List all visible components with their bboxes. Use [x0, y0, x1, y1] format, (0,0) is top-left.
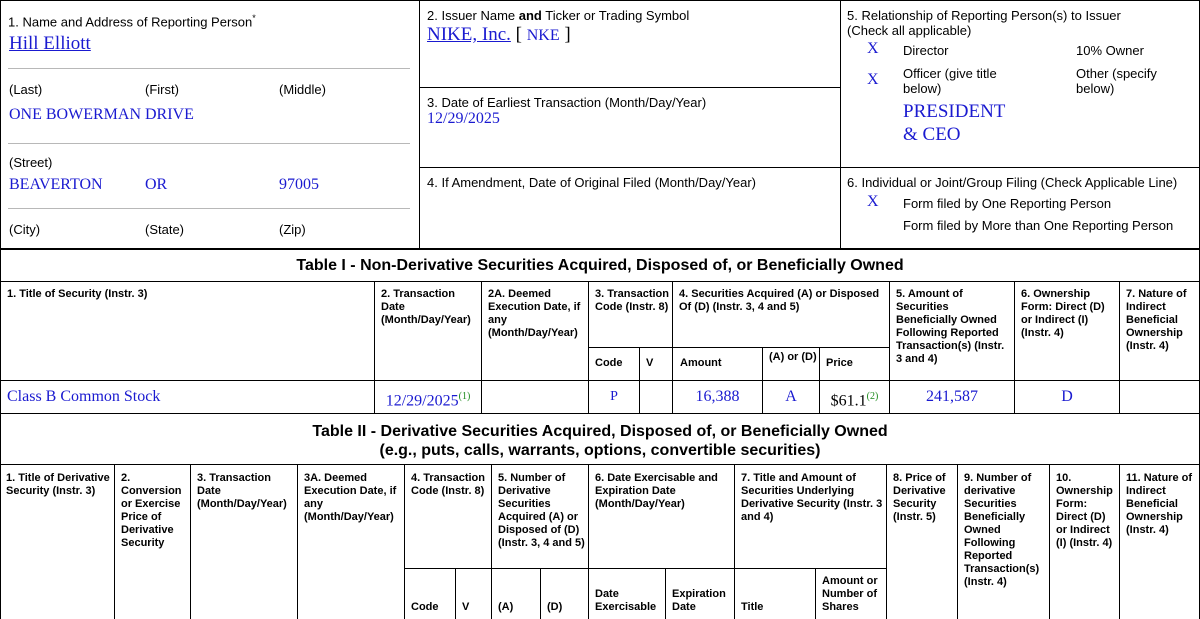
t2-v7b	[815, 568, 816, 619]
state-value: OR	[145, 176, 168, 193]
t2-v6b	[665, 568, 666, 619]
t2-header-ownership-form: 10. Ownership Form: Direct (D) or Indirect (I) (Instr. 4)	[1056, 472, 1113, 549]
t1-header-nature: 7. Nature of Indirect Beneficial Ownership (Instr. 4)	[1126, 288, 1187, 352]
t1-header-code: 3. Transaction Code (Instr. 8)	[595, 288, 669, 313]
t2-sub-amount: Amount or Number of Shares	[822, 575, 878, 613]
t1-v7	[1119, 281, 1120, 414]
box1-label: 1. Name and Address of Reporting Person	[8, 14, 253, 30]
t2-header-underlying: 7. Title and Amount of Securities Underlying Derivative Security (Instr. 3 and 4)	[741, 472, 883, 523]
t2-header-nature: 11. Nature of Indirect Beneficial Ownership (Instr. 4)	[1126, 472, 1193, 536]
box2-label-bold: and	[518, 8, 542, 23]
t2-v7	[734, 464, 735, 619]
table2-title: Table II - Derivative Securities Acquired, Disposed of, or Beneficially Owned	[312, 423, 888, 440]
street-label: (Street)	[9, 155, 53, 170]
divider-2-5	[840, 0, 841, 248]
t2-v5b	[540, 568, 541, 619]
t2-v8	[886, 464, 887, 619]
table1-title: Table I - Non-Derivative Securities Acquired, Disposed of, or Beneficially Owned	[296, 257, 904, 274]
t2-sub-v: V	[462, 601, 470, 613]
officer-title-2: & CEO	[903, 124, 961, 145]
box4-label: 4. If Amendment, Date of Original Filed (Month/Day/Year)	[427, 175, 757, 190]
t1-header-deemed: 2A. Deemed Execution Date, if any (Month/Day/Year)	[488, 288, 581, 339]
t2-header-exercisable: 6. Date Exercisable and Expiration Date (Month/Day/Year)	[595, 472, 718, 510]
t1-row-date-footnote[interactable]: (1)	[458, 391, 471, 402]
street-rule	[8, 143, 410, 144]
t2-header-owned: 9. Number of derivative Securities Beneficially Owned Following Reported Transaction(s) (Instr. 4)	[964, 472, 1040, 588]
table1-header-rule	[0, 281, 1200, 282]
divider-3-4	[419, 167, 1200, 168]
divider-2-3	[419, 87, 841, 88]
ticker-close-bracket: ]	[564, 24, 571, 45]
reporting-person-name-link[interactable]: Hill Elliott	[9, 33, 91, 54]
director-check: X	[867, 40, 879, 57]
first-label: (First)	[145, 82, 179, 97]
box5-label1: 5. Relationship of Reporting Person(s) to Issuer	[847, 8, 1121, 23]
t2-header-number: 5. Number of Derivative Securities Acquired (A) or Disposed of (D) (Instr. 3, 4 and 5)	[498, 472, 585, 549]
box3-label: 3. Date of Earliest Transaction (Month/Day/Year)	[427, 95, 707, 110]
ten-percent-label: 10% Owner	[1076, 43, 1144, 58]
officer-check: X	[867, 71, 879, 88]
t2-header-price: 8. Price of Derivative Security (Instr. 5)	[893, 472, 946, 523]
t2-v5	[491, 464, 492, 619]
t1-sub-price: Price	[826, 357, 853, 369]
t2-header-date: 3. Transaction Date (Month/Day/Year)	[197, 472, 287, 510]
t1-row-date: 12/29/2025	[385, 392, 459, 410]
one-person-label: Form filed by One Reporting Person	[903, 196, 1112, 211]
t1-row-aord: A	[785, 388, 797, 405]
t1-sub-rule	[589, 347, 889, 348]
box2-label-post: Ticker or Trading Symbol	[541, 8, 690, 23]
t2-v1	[114, 464, 115, 619]
zip-label: (Zip)	[279, 222, 306, 237]
t2-v11	[1119, 464, 1120, 619]
t2-v4	[404, 464, 405, 619]
t1-row-title: Class B Common Stock	[7, 388, 161, 405]
t1-sub-amount: Amount	[680, 357, 722, 369]
t2-sub-exercisable: Date Exercisable	[595, 588, 657, 613]
other-label-2: below)	[1076, 81, 1115, 96]
officer-title-1: PRESIDENT	[903, 101, 1006, 122]
top-border	[0, 0, 1200, 1]
box6-label: 6. Individual or Joint/Group Filing (Check Applicable Line)	[847, 175, 1178, 190]
last-label: (Last)	[9, 82, 43, 97]
t2-v10	[1049, 464, 1050, 619]
street-value: ONE BOWERMAN DRIVE	[9, 106, 194, 123]
t1-header-date: 2. Transaction Date (Month/Day/Year)	[381, 288, 471, 326]
box2-label-pre: 2. Issuer Name	[427, 8, 519, 23]
t2-sub-rule	[405, 568, 887, 569]
t1-header-title: 1. Title of Security (Instr. 3)	[7, 288, 148, 300]
t1-sub-v: V	[646, 357, 654, 369]
t1-sub-code: Code	[595, 357, 623, 369]
box5-label2: (Check all applicable)	[847, 23, 972, 38]
t1-row-owned: 241,587	[926, 388, 978, 405]
city-label: (City)	[9, 222, 41, 237]
city-value: BEAVERTON	[9, 176, 103, 193]
officer-label-1: Officer (give title	[903, 66, 997, 81]
t1-row-price-footnote[interactable]: (2)	[866, 391, 879, 402]
t1-row-code: P	[610, 389, 618, 404]
t2-v6	[588, 464, 589, 619]
ticker-open-bracket: [	[515, 24, 522, 45]
t2-sub-a: (A)	[498, 601, 514, 613]
t1-header-acquired: 4. Securities Acquired (A) or Disposed Of (D) (Instr. 3, 4 and 5)	[679, 288, 880, 313]
t2-sub-code: Code	[411, 601, 439, 613]
issuer-name-link[interactable]: NIKE, Inc.	[427, 24, 511, 45]
t2-sub-expiration: Expiration Date	[672, 588, 726, 613]
left-border	[0, 0, 1, 619]
t1-row-amount: 16,388	[695, 388, 740, 405]
middle-label: (Middle)	[279, 82, 326, 97]
t1-header-ownership-form: 6. Ownership Form: Direct (D) or Indirect (I) (Instr. 4)	[1021, 288, 1105, 339]
t2-v9	[957, 464, 958, 619]
box3-value: 12/29/2025	[427, 110, 500, 127]
table2-header-rule	[0, 464, 1200, 465]
other-label-1: Other (specify	[1076, 66, 1157, 81]
table2-subtitle: (e.g., puts, calls, warrants, options, convertible securities)	[379, 442, 821, 459]
zip-value: 97005	[279, 176, 319, 193]
t2-sub-title: Title	[741, 601, 764, 613]
t2-header-deemed: 3A. Deemed Execution Date, if any (Month/Day/Year)	[304, 472, 397, 523]
t1-v2	[481, 281, 482, 414]
t1-row-price: $61.1	[830, 392, 867, 410]
t1-sub-aord: (A) or (D)	[769, 351, 817, 363]
city-rule	[8, 208, 410, 209]
director-label: Director	[903, 43, 949, 58]
t1-row-rule	[0, 380, 1200, 381]
table1-top-rule	[0, 248, 1200, 250]
t2-header-title: 1. Title of Derivative Security (Instr. 3)	[6, 472, 110, 497]
t2-sub-d: (D)	[547, 601, 563, 613]
t2-v3	[297, 464, 298, 619]
t1-bottom-rule	[0, 413, 1200, 414]
officer-label-2: below)	[903, 81, 942, 96]
name-rule	[8, 68, 410, 69]
more-person-label: Form filed by More than One Reporting Person	[903, 218, 1174, 233]
t2-v4b	[455, 568, 456, 619]
state-label: (State)	[145, 222, 185, 237]
divider-1-2	[419, 0, 420, 248]
t2-header-code: 4. Transaction Code (Instr. 8)	[411, 472, 485, 497]
box1-star: *	[252, 13, 256, 23]
t2-header-conversion: 2. Conversion or Exercise Price of Derivative Security	[121, 472, 182, 549]
t1-row-form: D	[1061, 388, 1073, 405]
t1-header-amount-owned: 5. Amount of Securities Beneficially Owned Following Reported Transaction(s) (Instr. 3 and 4)	[896, 288, 1005, 365]
ticker-link[interactable]: NKE	[526, 27, 560, 44]
t2-v2	[190, 464, 191, 619]
one-person-check: X	[867, 193, 879, 210]
